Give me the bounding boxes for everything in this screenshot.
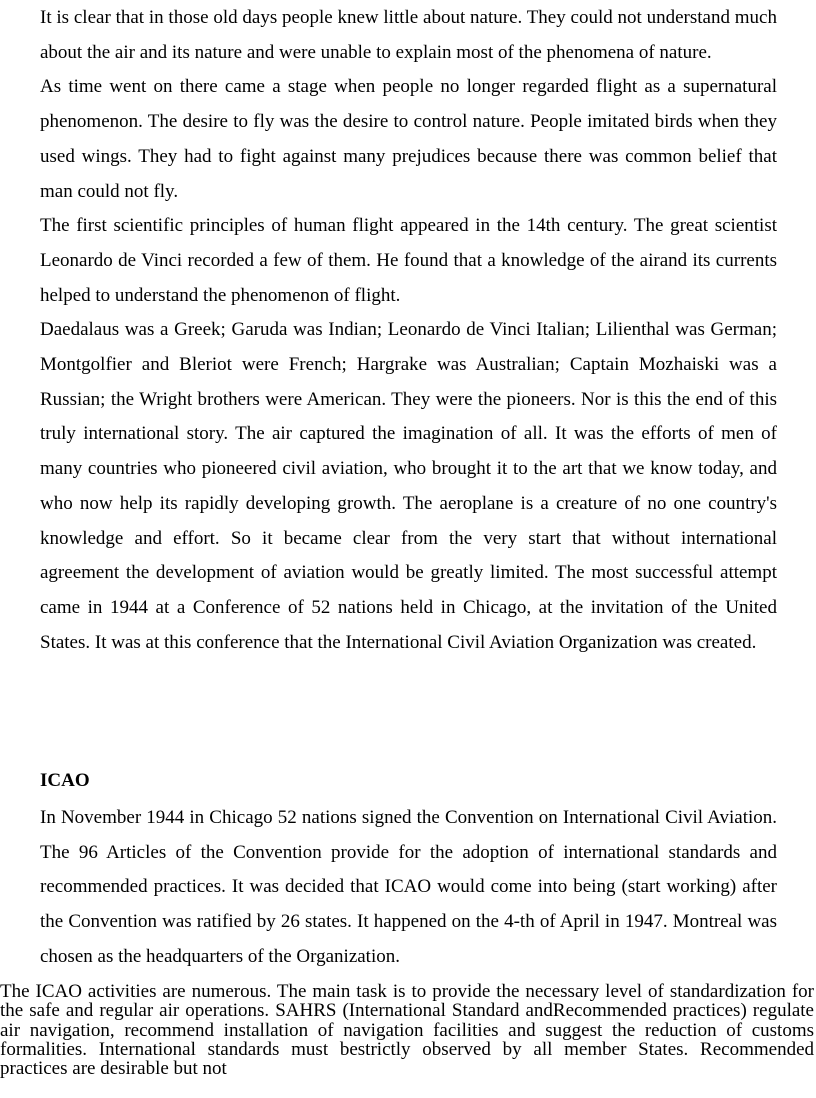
paragraph-convention: In November 1944 in Chicago 52 nations signed the Convention on International Civil Aviation. The 96 Articles of the Convention provide for the adoption of international standards and recommended practices. It was decided that ICAO would come into being (start working) after the Convention was ratified by 26 states. It happened on the 4-th of April in 1947. Montreal was chosen as the headquarters of the Organization.	[40, 807, 777, 967]
paragraph-nature: It is clear that in those old days people knew little about nature. They could not understand much about the air and its nature and were unable to explain most of the phenomena of nature.	[40, 7, 777, 63]
paragraph-flight-desire: As time went on there came a stage when people no longer regarded flight as a supernatural phenomenon. The desire to fly was the desire to control nature. People imitated birds when they used wings. They had to fight against many prejudices because there was common belief that man could not fly.	[40, 76, 777, 202]
icao-activities-section	[0, 982, 814, 1078]
paragraph-activities: The ICAO activities are numerous. The main task is to provide the necessary level of standardization for the safe and regular air operations. SAHRS (International Standard andRecommended practices) regulate air navigation, recommend installation of navigation facilities and suggest the reduction of customs formalities. International standards must bestrictly observed by all member States. Recommended practices are desirable but not	[0, 981, 814, 1080]
icao-section	[40, 801, 777, 975]
paragraph-scientific-principles: The first scientific principles of human flight appeared in the 14th century. The great scientist Leonardo de Vinci recorded a few of them. He found that a knowledge of the airand its currents helped to understand the phenomenon of flight.	[40, 215, 777, 306]
history-section	[40, 1, 777, 660]
paragraph-pioneers: Daedalaus was a Greek; Garuda was Indian; Leonardo de Vinci Italian; Lilienthal was German; Montgolfier and Bleriot were French; Hargrake was Australian; Captain Mozhaiski was a Russian; the Wright brothers were American. They were the pioneers. Nor is this the end of this truly international story. The air captured the imagination of all. It was the efforts of men of many countries who pioneered civil aviation, who brought it to the art that we know today, and who now help its rapidly developing growth. The aeroplane is a creature of no one country's knowledge and effort. So it became clear from the very start that without international agreement the development of aviation would be greatly limited. The most successful attempt came in 1944 at a Conference of 52 nations held in Chicago, at the invitation of the United States. It was at this conference that the International Civil Aviation Organization was created.	[40, 319, 777, 653]
icao-heading: ICAO	[40, 770, 90, 791]
